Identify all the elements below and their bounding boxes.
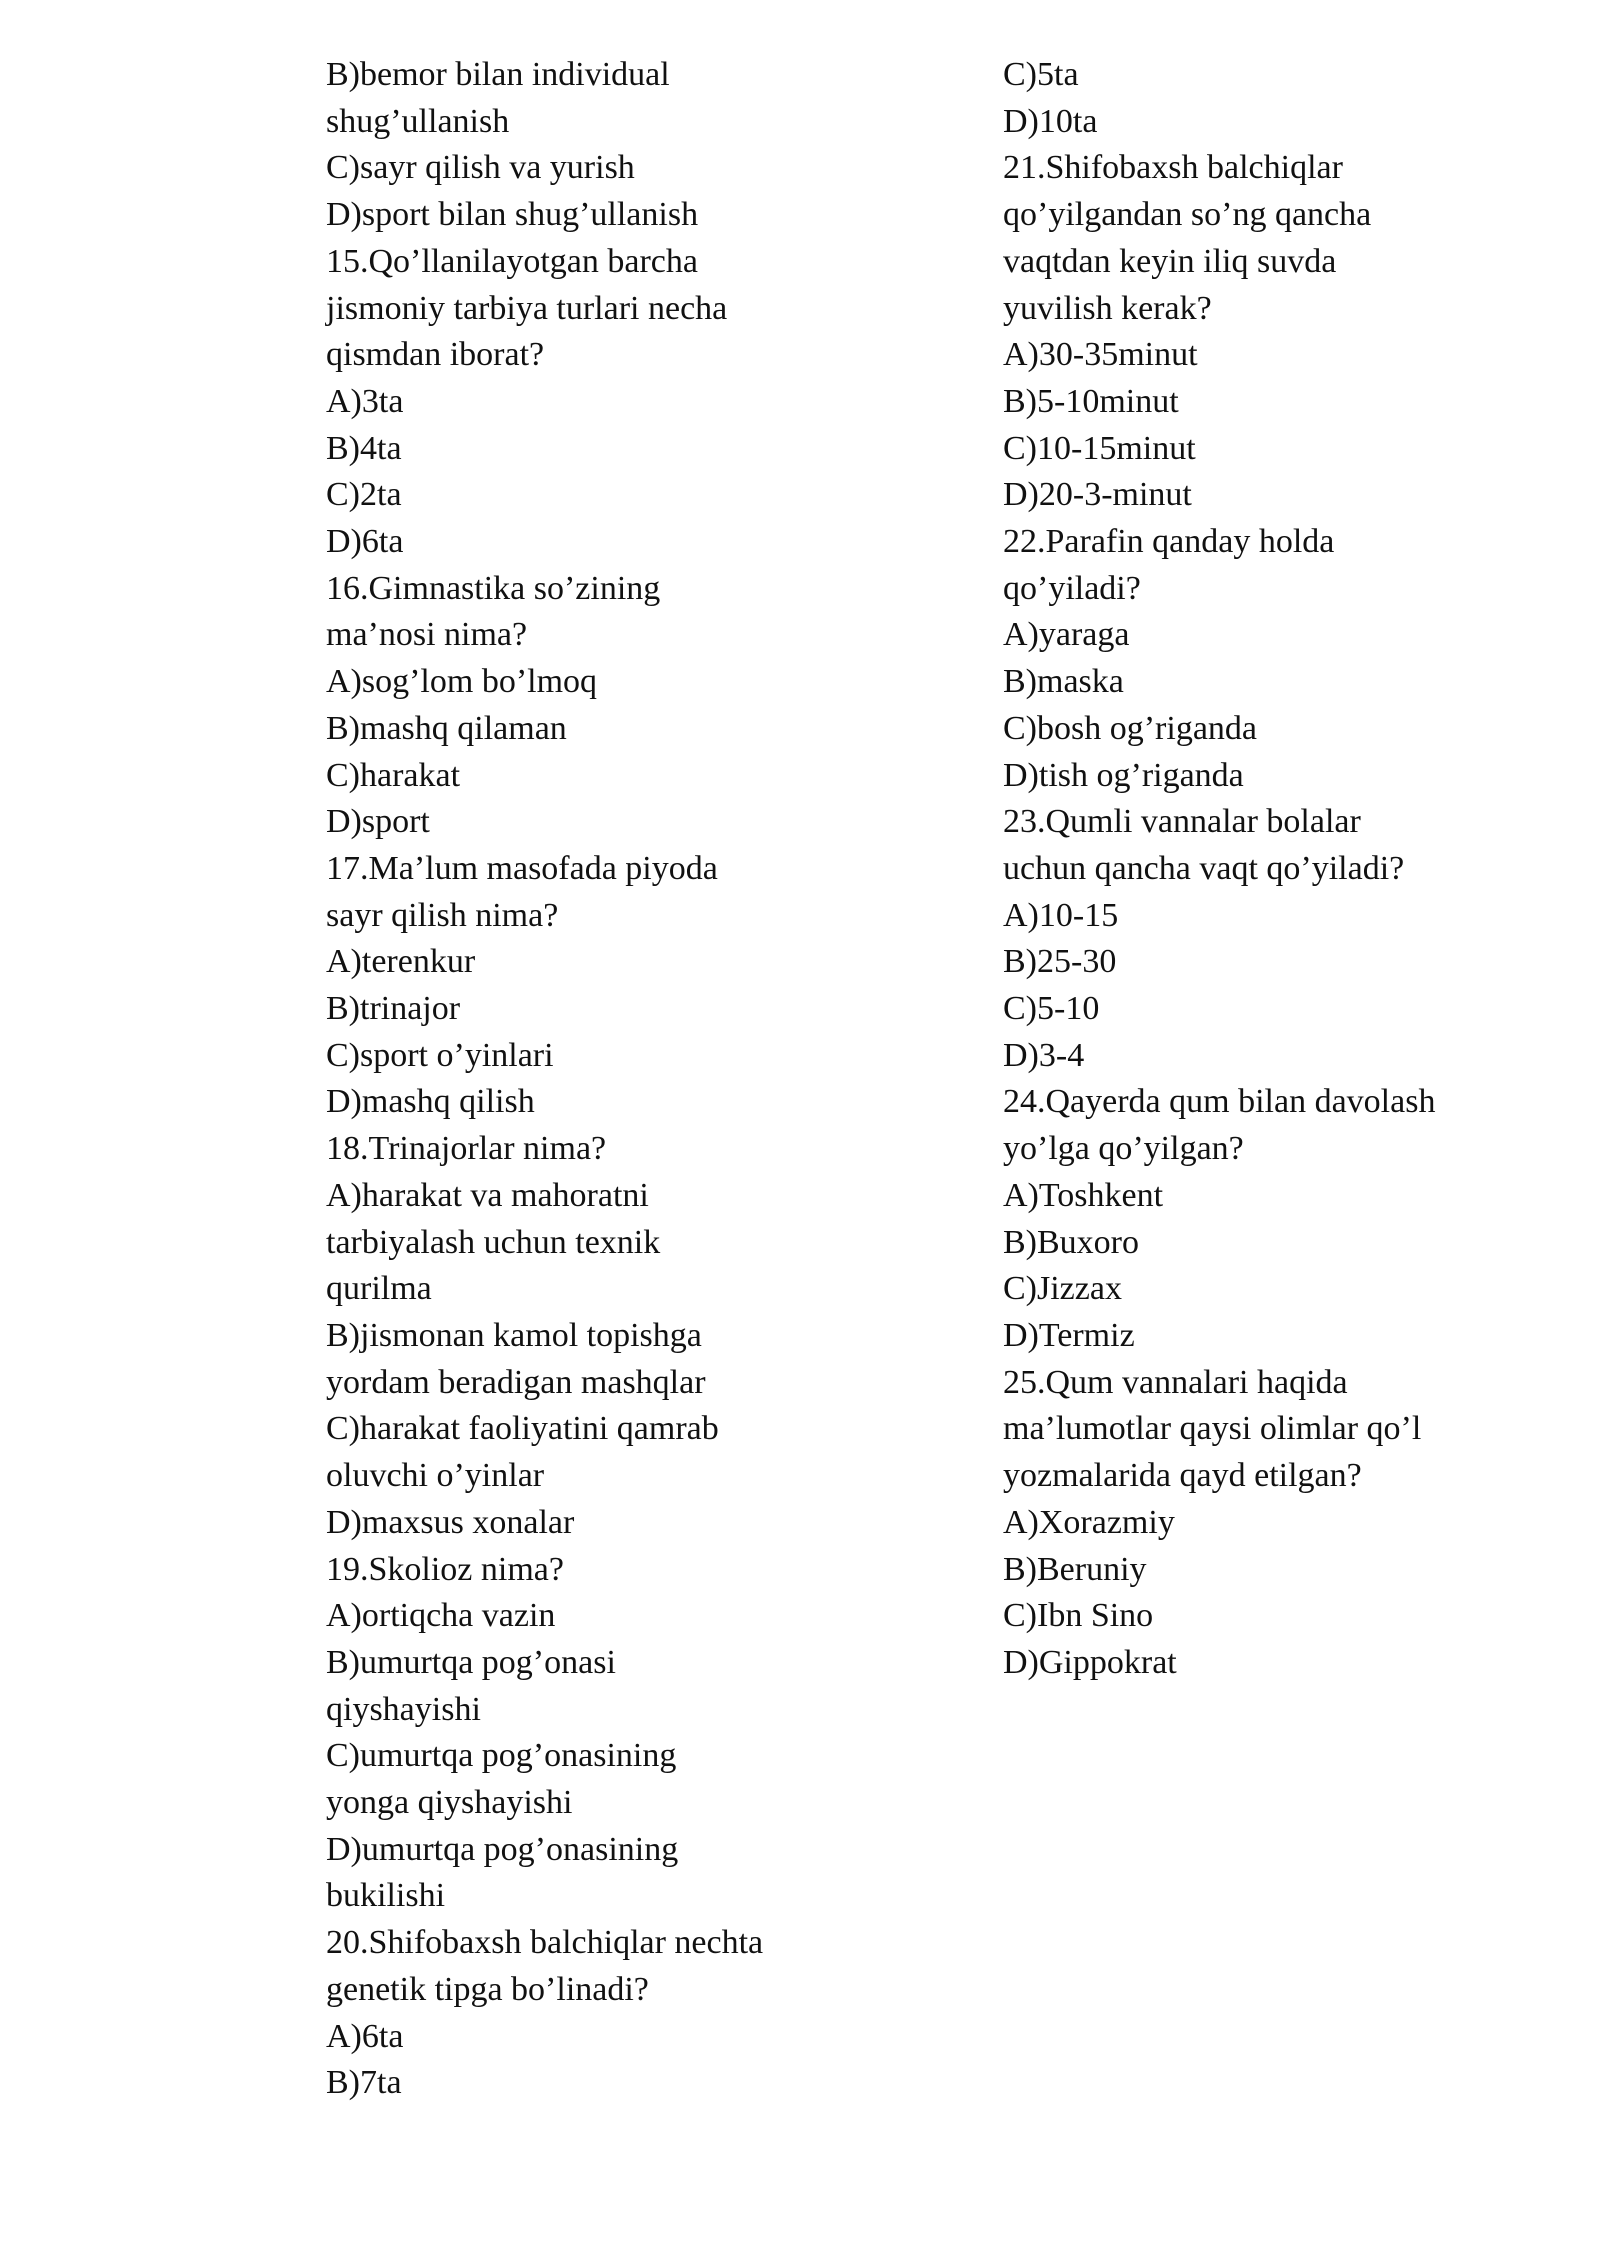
answer-line: A)Xorazmiy: [1003, 1503, 1175, 1541]
answer-line: B)Buxoro: [1003, 1223, 1139, 1261]
answer-line: A)10-15: [1003, 896, 1119, 934]
answer-line: D)sport: [326, 803, 430, 841]
answer-line: C)sport o’yinlari: [326, 1036, 554, 1074]
answer-line: D)6ta: [326, 523, 404, 561]
answer-line: D)10ta: [1003, 102, 1098, 140]
text-line: B)bemor bilan individual: [326, 56, 670, 93]
answer-line: C)2ta: [326, 476, 402, 514]
answer-line: bukilishi: [326, 1877, 446, 1915]
question-line: uchun qancha vaqt qo’yiladi?: [1003, 849, 1405, 887]
answer-line: A)Toshkent: [1003, 1176, 1164, 1214]
answer-line: B)umurtqa pog’onasi: [326, 1643, 616, 1681]
question-line: 17.Ma’lum masofada piyoda: [326, 849, 718, 887]
answer-line: oluvchi o’yinlar: [326, 1457, 545, 1495]
answer-line: D)maxsus xonalar: [326, 1503, 575, 1541]
text-line: shug’ullanish: [326, 102, 510, 140]
answer-line: A)ortiqcha vazin: [326, 1597, 556, 1635]
answer-line: B)7ta: [326, 2064, 402, 2102]
left-column: [326, 52, 966, 2107]
answer-line: qiyshayishi: [326, 1690, 481, 1728]
question-line: ma’lumotlar qaysi olimlar qo’l: [1003, 1410, 1422, 1448]
answer-line: B)5-10minut: [1003, 382, 1179, 420]
question-line: qo’yilgandan so’ng qancha: [1003, 196, 1372, 234]
answer-line: B)4ta: [326, 429, 402, 467]
answer-line: D)Gippokrat: [1003, 1643, 1177, 1681]
answer-line: B)25-30: [1003, 943, 1117, 981]
answer-line: A)30-35minut: [1003, 336, 1198, 374]
question-line: 21.Shifobaxsh balchiqlar: [1003, 149, 1343, 187]
question-line: yozmalarida qayd etilgan?: [1003, 1457, 1362, 1495]
question-line: vaqtdan keyin iliq suvda: [1003, 242, 1337, 280]
answer-line: D)Termiz: [1003, 1316, 1135, 1354]
question-line: 24.Qayerda qum bilan davolash: [1003, 1083, 1436, 1121]
question-line: 16.Gimnastika so’zining: [326, 569, 661, 607]
answer-line: A)yaraga: [1003, 616, 1130, 654]
answer-line: A)harakat va mahoratni: [326, 1176, 649, 1214]
answer-line: B)Beruniy: [1003, 1550, 1147, 1588]
answer-line: C)bosh og’riganda: [1003, 709, 1258, 747]
answer-line: D)umurtqa pog’onasining: [326, 1830, 679, 1868]
answer-line: C)5ta: [1003, 56, 1079, 93]
question-line: 18.Trinajorlar nima?: [326, 1130, 607, 1168]
text-line: D)sport bilan shug’ullanish: [326, 196, 699, 234]
question-line: genetik tipga bo’linadi?: [326, 1970, 649, 2008]
question-line: qismdan iborat?: [326, 336, 545, 374]
question-line: 19.Skolioz nima?: [326, 1550, 564, 1588]
question-line: 15.Qo’llanilayotgan barcha: [326, 242, 698, 280]
question-line: yo’lga qo’yilgan?: [1003, 1130, 1244, 1168]
question-line: qo’yiladi?: [1003, 569, 1141, 607]
answer-line: B)maska: [1003, 663, 1124, 701]
answer-line: D)20-3-minut: [1003, 476, 1192, 514]
answer-line: B)trinajor: [326, 990, 461, 1028]
answer-line: C)10-15minut: [1003, 429, 1196, 467]
answer-line: C)Jizzax: [1003, 1270, 1122, 1308]
right-column: [1003, 52, 1563, 1687]
answer-line: C)umurtqa pog’onasining: [326, 1737, 677, 1775]
question-line: 25.Qum vannalari haqida: [1003, 1363, 1348, 1401]
answer-line: C)harakat: [326, 756, 461, 794]
question-line: 23.Qumli vannalar bolalar: [1003, 803, 1361, 841]
answer-line: D)3-4: [1003, 1036, 1085, 1074]
answer-line: D)tish og’riganda: [1003, 756, 1244, 794]
answer-line: tarbiyalash uchun texnik: [326, 1223, 661, 1261]
question-line: sayr qilish nima?: [326, 896, 559, 934]
answer-line: A)terenkur: [326, 943, 476, 981]
text-line: C)sayr qilish va yurish: [326, 149, 635, 187]
question-line: jismoniy tarbiya turlari necha: [326, 289, 728, 327]
question-line: 22.Parafin qanday holda: [1003, 523, 1335, 561]
answer-line: yordam beradigan mashqlar: [326, 1363, 706, 1401]
answer-line: C)harakat faoliyatini qamrab: [326, 1410, 719, 1448]
question-line: 20.Shifobaxsh balchiqlar nechta: [326, 1924, 764, 1962]
question-line: ma’nosi nima?: [326, 616, 528, 654]
answer-line: B)jismonan kamol topishga: [326, 1316, 702, 1354]
question-line: yuvilish kerak?: [1003, 289, 1212, 327]
answer-line: D)mashq qilish: [326, 1083, 535, 1121]
answer-line: A)3ta: [326, 382, 404, 420]
answer-line: yonga qiyshayishi: [326, 1784, 573, 1822]
answer-line: A)6ta: [326, 2017, 404, 2055]
answer-line: B)mashq qilaman: [326, 709, 567, 747]
answer-line: C)Ibn Sino: [1003, 1597, 1154, 1635]
answer-line: C)5-10: [1003, 990, 1100, 1028]
answer-line: A)sog’lom bo’lmoq: [326, 663, 598, 701]
answer-line: qurilma: [326, 1270, 432, 1308]
